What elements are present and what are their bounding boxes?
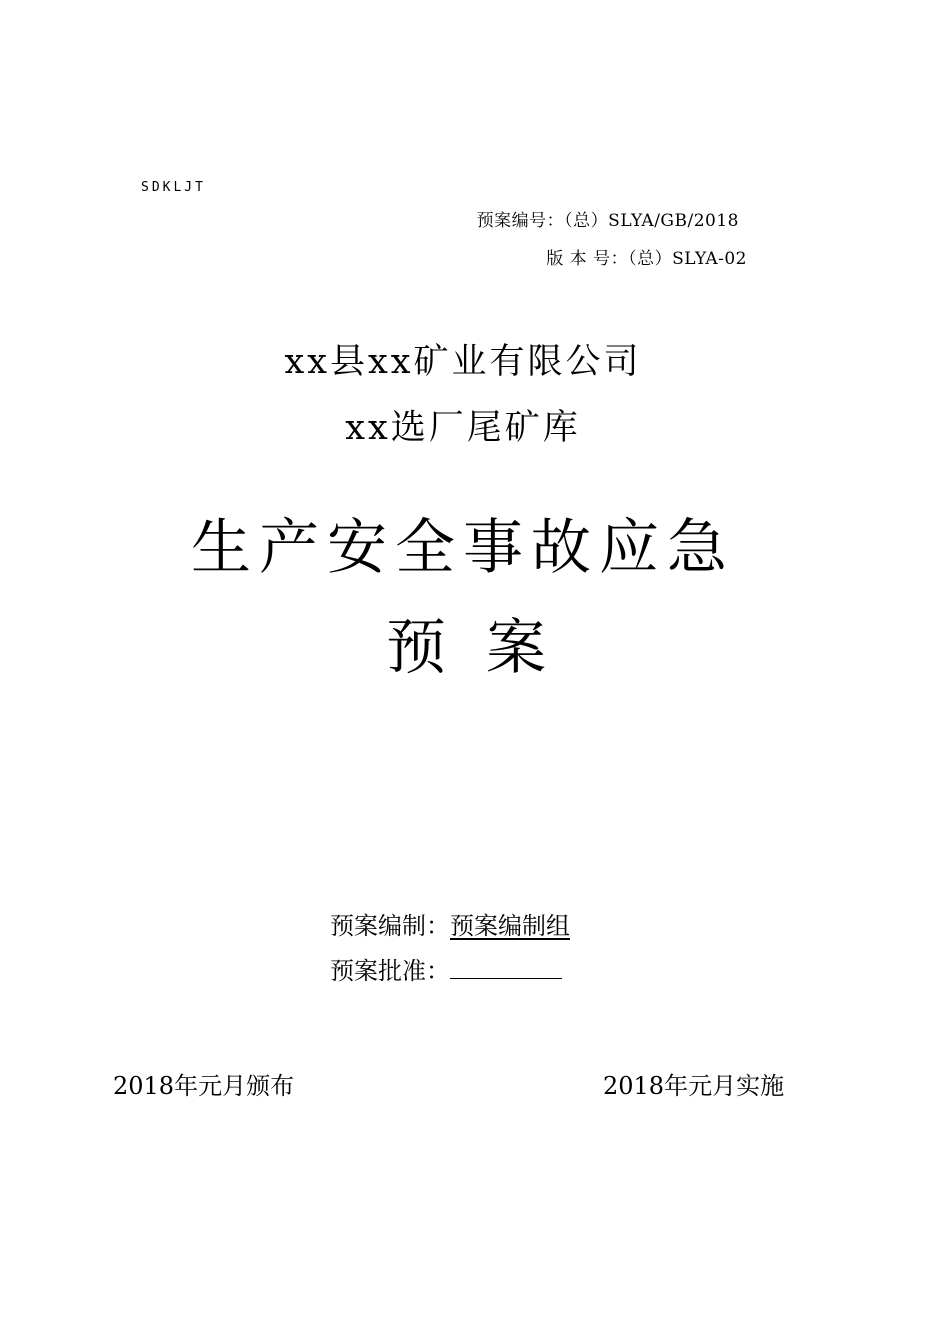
document-subtitle: 预案 xyxy=(386,613,586,683)
version-value: （总）SLYA-02 xyxy=(628,249,747,269)
document-title: 生产安全事故应急 xyxy=(191,513,735,583)
site-name: xx选厂尾矿库 xyxy=(345,408,581,448)
plan-number-label: 预案编号： xyxy=(476,211,565,231)
plan-number-value: （总）SLYA/GB/2018 xyxy=(564,211,739,231)
effective-date: 2018年元月实施 xyxy=(603,1072,785,1100)
compiled-by xyxy=(330,906,570,941)
approval-blank-line xyxy=(450,958,562,979)
plan-number xyxy=(477,206,739,231)
issue-date: 2018年元月颁布 xyxy=(113,1072,295,1100)
approved-label: 预案批准： xyxy=(330,957,450,985)
company-name: xx县xx矿业有限公司 xyxy=(284,342,642,382)
approved-by xyxy=(330,951,562,986)
version-label: 版 本 号： xyxy=(546,249,629,269)
version-number xyxy=(546,244,747,269)
compiled-label: 预案编制： xyxy=(330,912,450,940)
compiled-value: 预案编制组 xyxy=(450,912,570,940)
document-code: SDKLJT xyxy=(141,180,206,195)
